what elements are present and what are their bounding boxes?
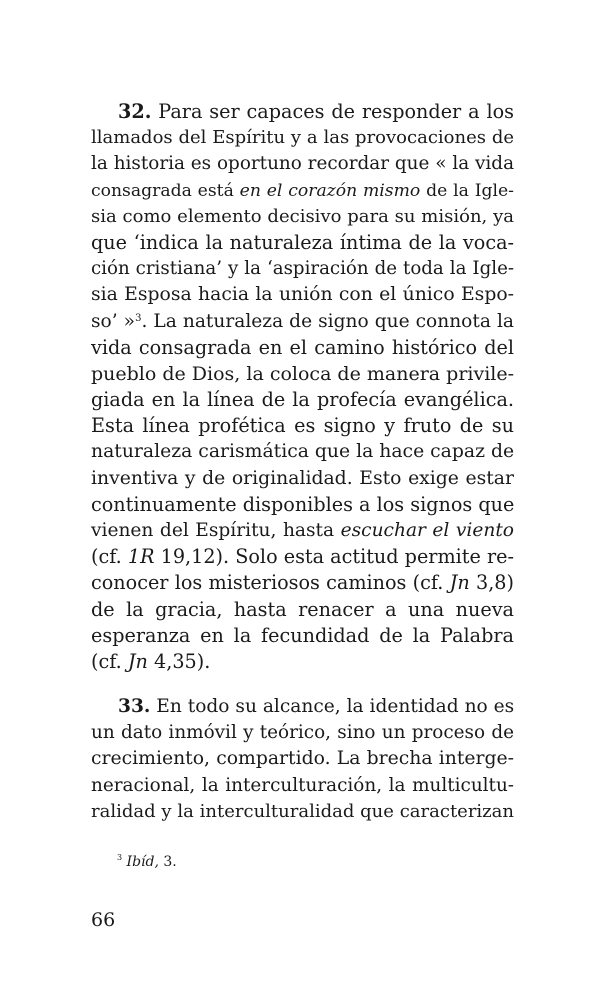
text-line: sia como elemento decisivo para su misión, ya	[91, 205, 514, 227]
text-line: pueblo de Dios, la coloca de manera privile-	[91, 362, 515, 385]
line-text: consagrada está	[91, 180, 240, 201]
line-text: 19,12). Solo esta actitud permite re-	[154, 545, 514, 569]
italic-phrase: escuchar el viento	[340, 520, 514, 541]
line-text: . La naturaleza de signo que connota la	[141, 310, 514, 332]
scripture-book: 1R	[127, 545, 155, 569]
line-text: conocer los misteriosos caminos (cf.	[91, 571, 450, 595]
text-line	[91, 694, 514, 720]
text-line	[91, 309, 514, 335]
line-text: 4,35).	[147, 649, 211, 673]
text-line: neracional, la interculturación, la multicultu-	[91, 774, 514, 796]
text-line: la historia es oportuno recordar que « la vida	[91, 153, 515, 175]
line-text: (cf.	[91, 545, 128, 569]
text-line: ción cristiana’ y la ‘aspiración de toda la Igle-	[91, 258, 514, 280]
italic-phrase: en el corazón mismo	[239, 180, 421, 201]
text-line: que ‘indica la naturaleza íntima de la voca-	[91, 230, 514, 254]
page-number: 66	[91, 909, 116, 931]
line-text: (cf.	[91, 649, 128, 673]
text-line: llamados del Espíritu y a las provocaciones de	[91, 127, 514, 149]
footnote	[117, 853, 177, 871]
text-line	[91, 649, 514, 675]
scripture-book: Jn	[127, 649, 148, 673]
text-line: un dato inmóvil y teórico, sino un proceso de	[91, 722, 514, 744]
text-line: vida consagrada en el camino histórico del	[91, 335, 514, 359]
line-text: vienen del Espíritu, hasta	[91, 520, 341, 541]
text-line	[91, 518, 514, 544]
text-line: Esta línea profética es signo y fruto de su	[91, 414, 514, 438]
text-line: ralidad y la interculturalidad que caracterizan	[91, 800, 514, 822]
text-line	[91, 544, 514, 570]
paragraph-33	[91, 694, 514, 825]
text-line: crecimiento, compartido. La brecha interge-	[91, 748, 514, 770]
paragraph-number: 32.	[118, 100, 152, 123]
line-text: de la Igle-	[420, 180, 514, 201]
paragraph-number: 33.	[118, 696, 151, 717]
line-text: Para ser capaces de responder a los	[158, 100, 514, 123]
text-line: giada en la línea de la profecía evangélica.	[91, 388, 514, 412]
line-text: 3,8)	[469, 571, 514, 595]
text-line: de la gracia, hasta renacer a una nueva	[91, 597, 514, 621]
text-line: inventiva y de originalidad. Esto exige estar	[91, 467, 514, 489]
text-line	[91, 99, 514, 125]
line-text: En todo su alcance, la identidad no es	[156, 696, 515, 717]
footnote-source: Ibíd,	[126, 854, 159, 870]
text-line	[91, 570, 514, 596]
text-line: continuamente disponibles a los signos que	[91, 492, 515, 516]
scripture-book: Jn	[449, 571, 470, 595]
text-line	[91, 178, 514, 204]
footnote-marker: 3	[117, 853, 123, 862]
footnote-reference: 3	[135, 312, 142, 324]
line-text: so’ »	[91, 310, 136, 332]
text-line: esperanza en la fecundidad de la Palabra	[91, 623, 514, 647]
text-line: sia Esposa hacia la unión con el único Espo-	[91, 284, 514, 306]
paragraph-32	[91, 99, 514, 675]
text-line: naturaleza carismática que la hace capaz de	[91, 441, 515, 463]
footnote-ref: 3.	[158, 854, 177, 870]
